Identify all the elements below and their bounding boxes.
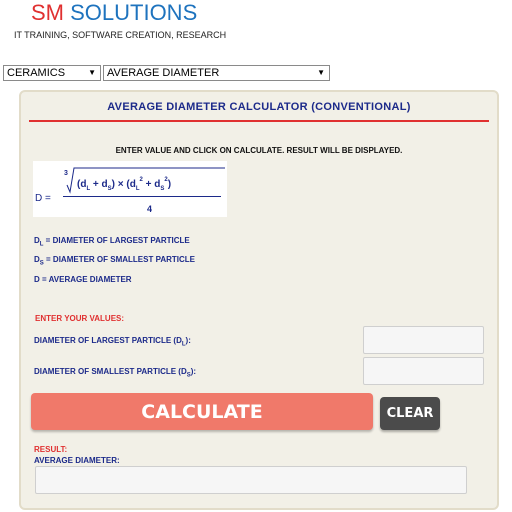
formula-box	[33, 161, 227, 217]
result-output-field[interactable]	[35, 466, 467, 494]
root-index: 3	[64, 170, 68, 177]
result-heading: RESULT:	[34, 445, 68, 454]
formula-denominator: 4	[147, 204, 153, 214]
brand-logo	[31, 0, 197, 26]
definition-dl: $D_L$ = DIAMETER OF LARGEST PARTICLE	[34, 236, 190, 248]
fraction-bar	[63, 196, 221, 197]
smallest-particle-input[interactable]	[363, 357, 484, 385]
calculator-panel	[19, 90, 499, 510]
formula-numerator	[61, 163, 227, 195]
largest-particle-input[interactable]	[363, 326, 484, 354]
enter-values-heading: ENTER YOUR VALUES:	[35, 314, 125, 323]
formula-lhs: D =	[35, 193, 51, 204]
svg-text:(dL + dS) × (dL2 + dS2): $(d_L + d_S) \times (d_L^2 + d_S^2)$	[77, 177, 172, 192]
category-select-value: CERAMICS	[7, 67, 66, 79]
brand-tagline: IT TRAINING, SOFTWARE CREATION, RESEARCH	[14, 30, 227, 40]
definition-ds: $D_S$ = DIAMETER OF SMALLEST PARTICLE	[34, 255, 195, 267]
panel-title: AVERAGE DIAMETER CALCULATOR (CONVENTIONAL)	[107, 101, 411, 113]
calculator-select[interactable]	[103, 65, 330, 81]
clear-button[interactable]: CLEAR	[380, 397, 440, 430]
dropdown-arrow-icon: ▼	[317, 68, 325, 77]
largest-particle-label: DIAMETER OF LARGEST PARTICLE $(D_L)$:	[34, 336, 191, 348]
category-select[interactable]	[3, 65, 101, 81]
definition-d: D = AVERAGE DIAMETER	[34, 275, 132, 284]
smallest-particle-label: DIAMETER OF SMALLEST PARTICLE $(D_S)$:	[34, 367, 197, 379]
instruction-text: ENTER VALUE AND CLICK ON CALCULATE. RESULT WILL BE DISPLAYED.	[115, 146, 403, 155]
calculator-select-value: AVERAGE DIAMETER	[107, 67, 220, 79]
average-diameter-label: AVERAGE DIAMETER:	[34, 456, 120, 465]
dropdown-arrow-icon: ▼	[88, 68, 96, 77]
title-divider	[29, 120, 489, 122]
calculate-button[interactable]: CALCULATE	[31, 393, 373, 430]
brand-sm: SM	[31, 0, 64, 25]
brand-solutions: SOLUTIONS	[64, 0, 198, 25]
